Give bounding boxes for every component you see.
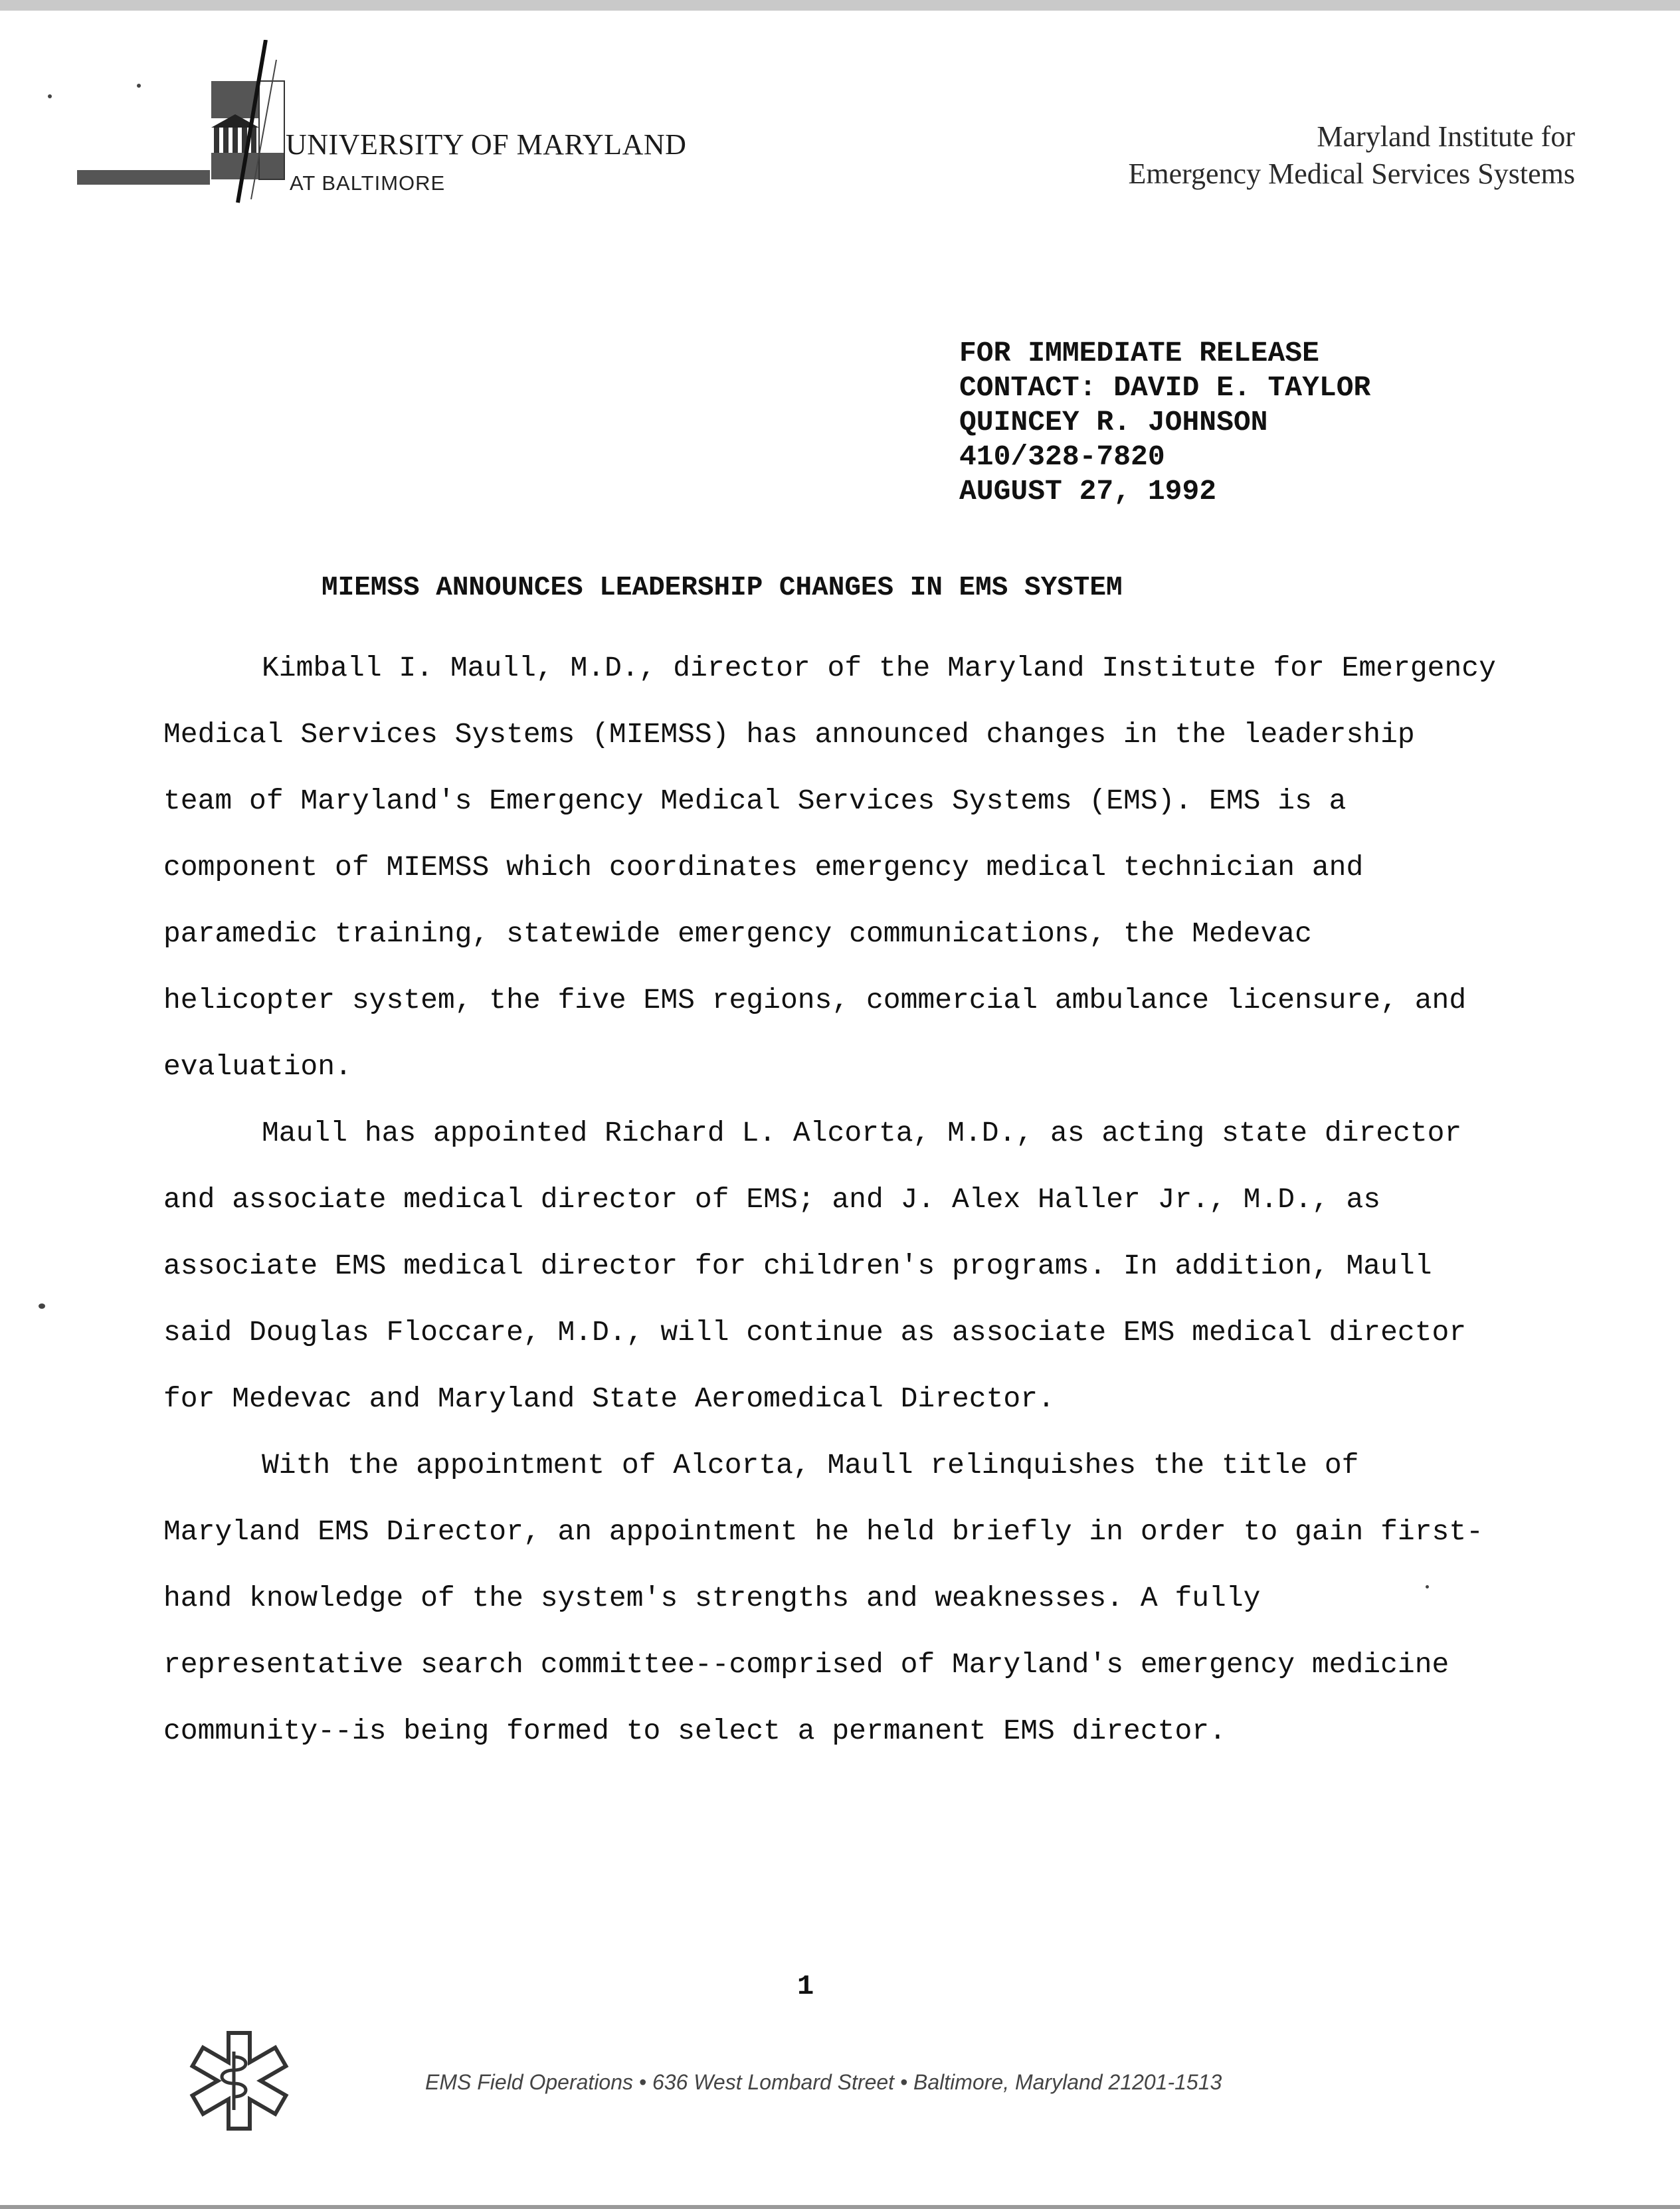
institute-header xyxy=(1129,118,1575,193)
university-name: UNIVERSITY OF MARYLAND xyxy=(286,128,687,161)
scan-speck xyxy=(39,1303,45,1309)
release-status: FOR IMMEDIATE RELEASE xyxy=(959,337,1319,369)
release-phone: 410/328-7820 xyxy=(959,440,1165,473)
institute-line-2: Emergency Medical Services Systems xyxy=(1128,157,1575,190)
scan-speck xyxy=(48,94,52,98)
star-of-life-icon xyxy=(186,2028,292,2134)
university-logo-icon xyxy=(199,40,292,213)
body-paragraph-3: With the appointment of Alcorta, Maull relinquishes the title of Maryland EMS Director, an appointment he held briefly in order to gain first-hand knowledge of the system's strengths and weaknesses. A fully representative search committee--comprised of Maryland's emergency medicine community--is being formed to select a permanent EMS director. xyxy=(163,1449,1483,1747)
body-paragraph-2: Maull has appointed Richard L. Alcorta, M.D., as acting state director and associate medical director of EMS; and J. Alex Haller Jr., M.D., as associate EMS medical director for children's programs. In addition, Maull said Douglas Floccare, M.D., will continue as associate EMS medical director for Medevac and Maryland State Aeromedical Director. xyxy=(163,1117,1483,1415)
institute-line-1: Maryland Institute for xyxy=(1317,120,1575,153)
page-number: 1 xyxy=(797,1970,814,2002)
release-contact-2: QUINCEY R. JOHNSON xyxy=(959,406,1268,438)
body-paragraph-1: Kimball I. Maull, M.D., director of the Maryland Institute for Emergency Medical Services Systems (MIEMSS) has announced changes in the leadership team of Maryland's Emergency Medical Services Systems (EMS). EMS is a component of MIEMSS which coordinates emergency medical technician and paramedic training, statewide emergency communications, the Medevac helicopter system, the five EMS regions, commercial ambulance licensure, and evaluation. xyxy=(163,652,1513,1083)
press-release-headline: MIEMSS ANNOUNCES LEADERSHIP CHANGES IN EMS SYSTEM xyxy=(322,573,1123,603)
scan-speck xyxy=(1426,1585,1429,1588)
logo-horizontal-bar xyxy=(77,170,210,185)
release-contact: CONTACT: DAVID E. TAYLOR xyxy=(959,371,1371,404)
scan-speck xyxy=(137,84,141,88)
release-date: AUGUST 27, 1992 xyxy=(959,475,1217,508)
university-subtitle: AT BALTIMORE xyxy=(290,171,446,195)
scan-bottom-edge xyxy=(0,2205,1680,2209)
footer-address: EMS Field Operations • 636 West Lombard Street • Baltimore, Maryland 21201-1513 xyxy=(425,2070,1222,2094)
release-info-block xyxy=(959,336,1370,509)
scan-top-edge xyxy=(0,0,1680,11)
press-release-body xyxy=(163,635,1513,1765)
